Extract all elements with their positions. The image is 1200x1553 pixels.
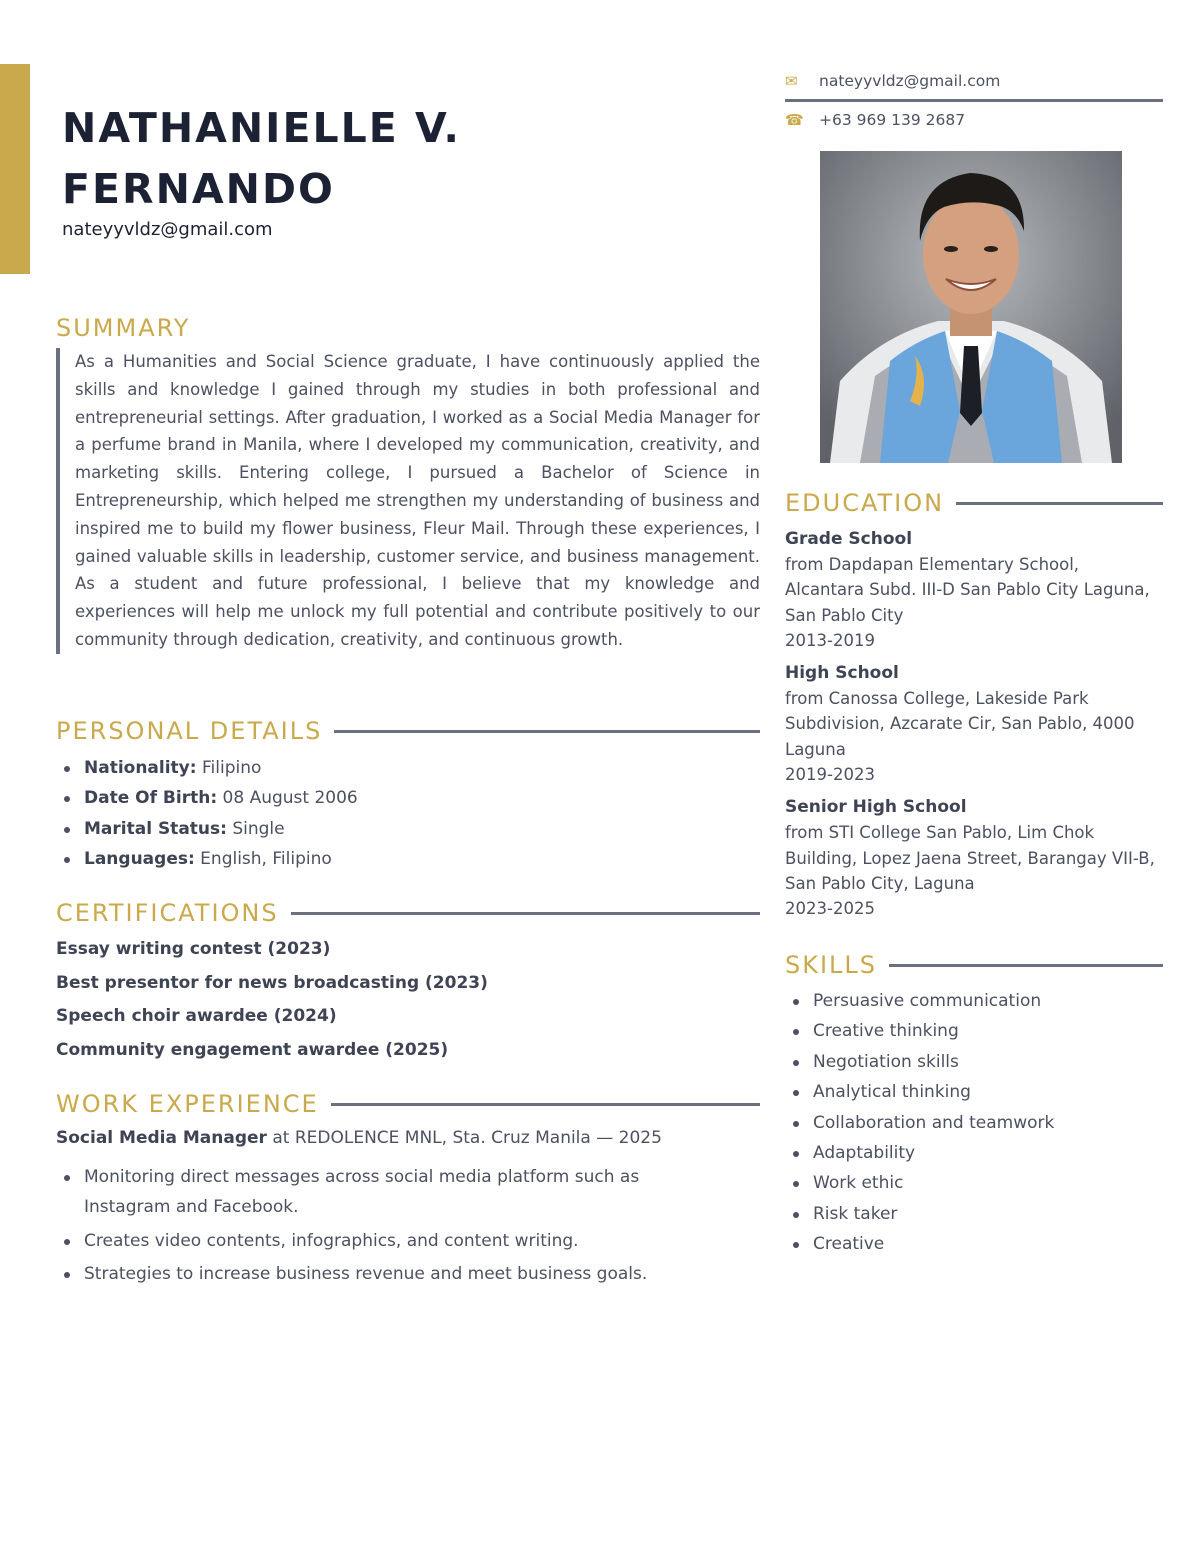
certifications-heading — [56, 899, 760, 927]
job-title-line — [56, 1128, 760, 1148]
education-entry — [785, 794, 1163, 921]
contact-email[interactable]: nateyyvldz@gmail.com — [819, 72, 1001, 90]
list-item: Strategies to increase business revenue and meet business goals. — [56, 1259, 696, 1289]
contact-divider — [785, 99, 1163, 102]
summary-title: SUMMARY — [56, 314, 191, 342]
name-line-2: FERNANDO — [62, 165, 335, 213]
summary-block — [56, 348, 760, 654]
education-line: San Pablo City — [785, 605, 904, 625]
education-line: from STI College San Pablo, Lim Chok — [785, 823, 1095, 843]
detail-value: Single — [232, 818, 285, 839]
personal-details-list — [56, 753, 756, 875]
education-title: EDUCATION — [785, 489, 945, 517]
certification-item: Speech choir awardee (2024) — [56, 1006, 337, 1027]
detail-value: Filipino — [201, 758, 262, 778]
personal-details-title: PERSONAL DETAILS — [56, 717, 323, 745]
work-duties-list — [56, 1162, 696, 1293]
detail-value: 08 August 2006 — [222, 788, 358, 809]
phone-icon: ☎ — [785, 111, 804, 129]
education-level: Senior High School — [785, 797, 967, 818]
skill-item: Persuasive communication — [785, 986, 1163, 1016]
certification-item: Best presentor for news broadcasting (2023) — [56, 972, 488, 993]
education-heading — [785, 489, 1163, 517]
certification-item: Community engagement awardee (2025) — [56, 1039, 449, 1060]
skill-item: Work ethic — [785, 1168, 1163, 1198]
education-line: San Pablo City, Laguna — [785, 873, 975, 893]
certifications-list — [56, 936, 756, 1070]
work-experience-title: WORK EXPERIENCE — [56, 1090, 319, 1118]
section-divider — [331, 1103, 760, 1106]
summary-text: As a Humanities and Social Science graduate, I have continuously applied the skills and knowledge I gained through my studies in both professional and entrepreneurial settings. After graduation, I worked as a Social Media Manager for a perfume brand in Manila, where I developed my communication, creativity, and marketing skills. Entering college, I pursued a Bachelor of Science in Entrepreneurship, which helped me strengthen my understanding of business and inspired me to build my flower business, Fleur Mail. Through these experiences, I gained valuable skills in leadership, customer service, and business management. As a student and future professional, I believe that my knowledge and experiences will help me unlock my full potential and contribute positively to our community through dedication, creativity, and continuous growth. — [75, 352, 760, 649]
skill-item: Adaptability — [785, 1138, 1163, 1168]
section-divider — [291, 912, 760, 915]
skill-item: Creative thinking — [785, 1016, 1163, 1046]
skills-list — [785, 986, 1163, 1260]
personal-details-heading — [56, 717, 760, 745]
section-divider — [334, 730, 760, 733]
detail-value: English, Filipino — [200, 849, 332, 870]
education-entry — [785, 526, 1163, 653]
education-line: from Canossa College, Lakeside Park — [785, 689, 1089, 709]
contact-phone-row[interactable] — [785, 111, 1163, 129]
skills-title: SKILLS — [785, 951, 878, 979]
education-level: Grade School — [785, 529, 913, 549]
contact-email-row[interactable] — [785, 72, 1163, 90]
skill-item: Risk taker — [785, 1199, 1163, 1229]
education-entry — [785, 660, 1163, 787]
education-level: High School — [785, 663, 899, 684]
education-years: 2019-2023 — [785, 765, 875, 785]
profile-photo — [820, 151, 1122, 463]
job-role: Social Media Manager — [56, 1128, 267, 1148]
skill-item: Negotiation skills — [785, 1047, 1163, 1077]
contact-phone[interactable]: +63 969 139 2687 — [819, 111, 966, 129]
detail-label: Nationality: — [84, 758, 197, 778]
education-line: Subdivision, Azcarate Cir, San Pablo, 4000 — [785, 714, 1135, 734]
skill-item: Collaboration and teamwork — [785, 1108, 1163, 1138]
education-line: Alcantara Subd. III-D San Pablo City Laguna, — [785, 580, 1150, 600]
education-line: Laguna — [785, 739, 846, 759]
envelope-icon: ✉ — [785, 72, 798, 90]
header-email[interactable]: nateyyvldz@gmail.com — [62, 219, 273, 240]
detail-label: Marital Status: — [84, 818, 227, 839]
job-details: at REDOLENCE MNL, Sta. Cruz Manila — 2025 — [266, 1128, 662, 1148]
list-item — [56, 814, 756, 844]
accent-bar — [0, 64, 30, 274]
list-item: Monitoring direct messages across social media platform such as Instagram and Facebook. — [56, 1162, 696, 1223]
education-years: 2023-2025 — [785, 899, 875, 919]
education-line: from Dapdapan Elementary School, — [785, 555, 1080, 574]
certification-item: Essay writing contest (2023) — [56, 939, 331, 959]
skill-item: Analytical thinking — [785, 1077, 1163, 1107]
skill-item: Creative — [785, 1229, 1163, 1259]
list-item — [56, 783, 756, 813]
list-item: Creates video contents, infographics, and content writing. — [56, 1226, 696, 1256]
education-list — [785, 526, 1163, 929]
list-item — [56, 753, 756, 783]
section-divider — [956, 502, 1163, 505]
name-line-1: NATHANIELLE V. — [62, 104, 462, 152]
education-line: Building, Lopez Jaena Street, Barangay VII-B, — [785, 848, 1155, 868]
detail-label: Languages: — [84, 849, 195, 870]
candidate-name — [62, 98, 622, 220]
summary-heading — [56, 314, 760, 342]
portrait-illustration — [820, 151, 1122, 463]
section-divider — [889, 964, 1163, 967]
list-item — [56, 844, 756, 874]
certifications-title: CERTIFICATIONS — [56, 899, 279, 927]
skills-heading — [785, 951, 1163, 979]
work-experience-heading — [56, 1090, 760, 1118]
education-years: 2013-2019 — [785, 630, 875, 650]
detail-label: Date Of Birth: — [84, 788, 218, 809]
